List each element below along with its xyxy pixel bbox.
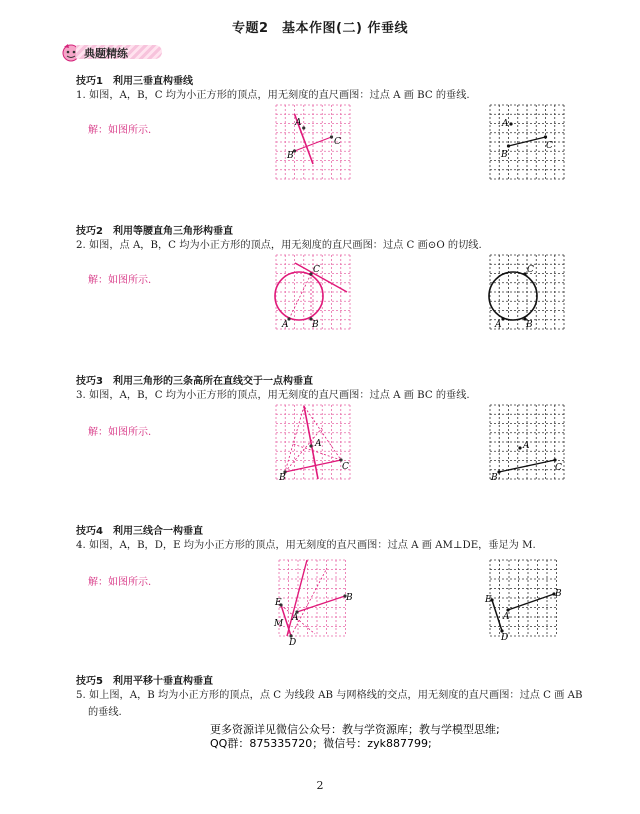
label-a: A	[502, 119, 509, 129]
label-e: E	[485, 595, 492, 605]
footer-line-2: QQ群：875335720；微信号：zyk887799;	[210, 737, 432, 750]
label-c: C	[313, 265, 320, 275]
page-number: 2	[316, 779, 324, 792]
label-b: B	[312, 320, 319, 330]
label-c: C	[342, 462, 349, 472]
label-m: M	[274, 619, 284, 629]
answer-3: 解：如图所示.	[88, 427, 152, 438]
label-c: C	[546, 141, 553, 151]
footer-line-1: 更多资源详见微信公众号：教与学资源库；教与学模型思维;	[210, 723, 500, 736]
label-c: C	[555, 463, 562, 473]
label-d: D	[501, 633, 509, 643]
label-e: E	[275, 598, 282, 608]
label-a: A	[315, 439, 322, 449]
tip-1: 技巧1 利用三垂直构垂线	[76, 76, 193, 87]
label-b: B	[279, 473, 286, 483]
label-c: C	[334, 137, 341, 147]
label-d: D	[289, 638, 297, 648]
figure-3	[489, 404, 565, 483]
label-b: B	[555, 589, 562, 599]
problem-4-text: 4. 如图，A，B，D，E 均为小正方形的顶点，用无刻度的直尺画图：过点 A 画 AM⊥DE，垂足为 M.	[76, 540, 536, 551]
label-b: B	[526, 320, 533, 330]
problem-3-text: 3. 如图，A，B，C 均为小正方形的顶点，用无刻度的直尺画图：过点 A 画 BC 的垂线.	[76, 390, 470, 401]
problem-1-text: 1. 如图，A，B，C 均为小正方形的顶点，用无刻度的直尺画图：过点 A 画 BC 的垂线.	[76, 90, 470, 101]
answer-2: 解：如图所示.	[88, 275, 152, 286]
tip-5: 技巧5 利用平移十垂直构垂直	[76, 676, 213, 687]
label-c: C	[527, 265, 534, 275]
answer-4: 解：如图所示.	[88, 577, 152, 588]
label-b: B	[287, 151, 294, 161]
label-b: B	[346, 593, 353, 603]
section-label-text: 典题精练	[84, 47, 128, 60]
problem-2-text: 2. 如图，点 A，B，C 均为小正方形的顶点，用无刻度的直尺画图：过点 C 画⊙O 的切线.	[76, 240, 482, 251]
figure-2	[489, 254, 565, 330]
problem-5-text-line2: 的垂线.	[88, 707, 122, 718]
label-a: A	[523, 441, 530, 451]
answer-1: 解：如图所示.	[88, 125, 152, 136]
figure-1-solution	[275, 104, 351, 180]
label-a: A	[295, 118, 302, 128]
label-b: B	[491, 473, 498, 483]
figure-4	[486, 556, 566, 646]
figure-1	[489, 104, 565, 180]
figure-3-solution	[275, 404, 351, 483]
section-label	[60, 41, 164, 61]
figure-4-solution	[275, 556, 355, 646]
label-a: A	[282, 320, 289, 330]
problem-5-text-line1: 5. 如上图，A，B 均为小正方形的顶点，点 C 为线段 AB 与网格线的交点，用无刻度的直尺画图：过点 C 画 AB	[76, 690, 583, 701]
tip-2: 技巧2 利用等腰直角三角形构垂直	[76, 226, 233, 237]
label-a: A	[292, 613, 299, 623]
tip-3: 技巧3 利用三角形的三条高所在直线交于一点构垂直	[76, 376, 313, 387]
page-title: 专题2 基本作图(二) 作垂线	[232, 21, 408, 36]
figure-2-solution	[275, 254, 351, 330]
label-b: B	[501, 150, 508, 160]
tip-4: 技巧4 利用三线合一构垂直	[76, 526, 203, 537]
label-a: A	[503, 612, 510, 622]
footer-watermark	[210, 723, 500, 751]
label-a: A	[495, 320, 502, 330]
